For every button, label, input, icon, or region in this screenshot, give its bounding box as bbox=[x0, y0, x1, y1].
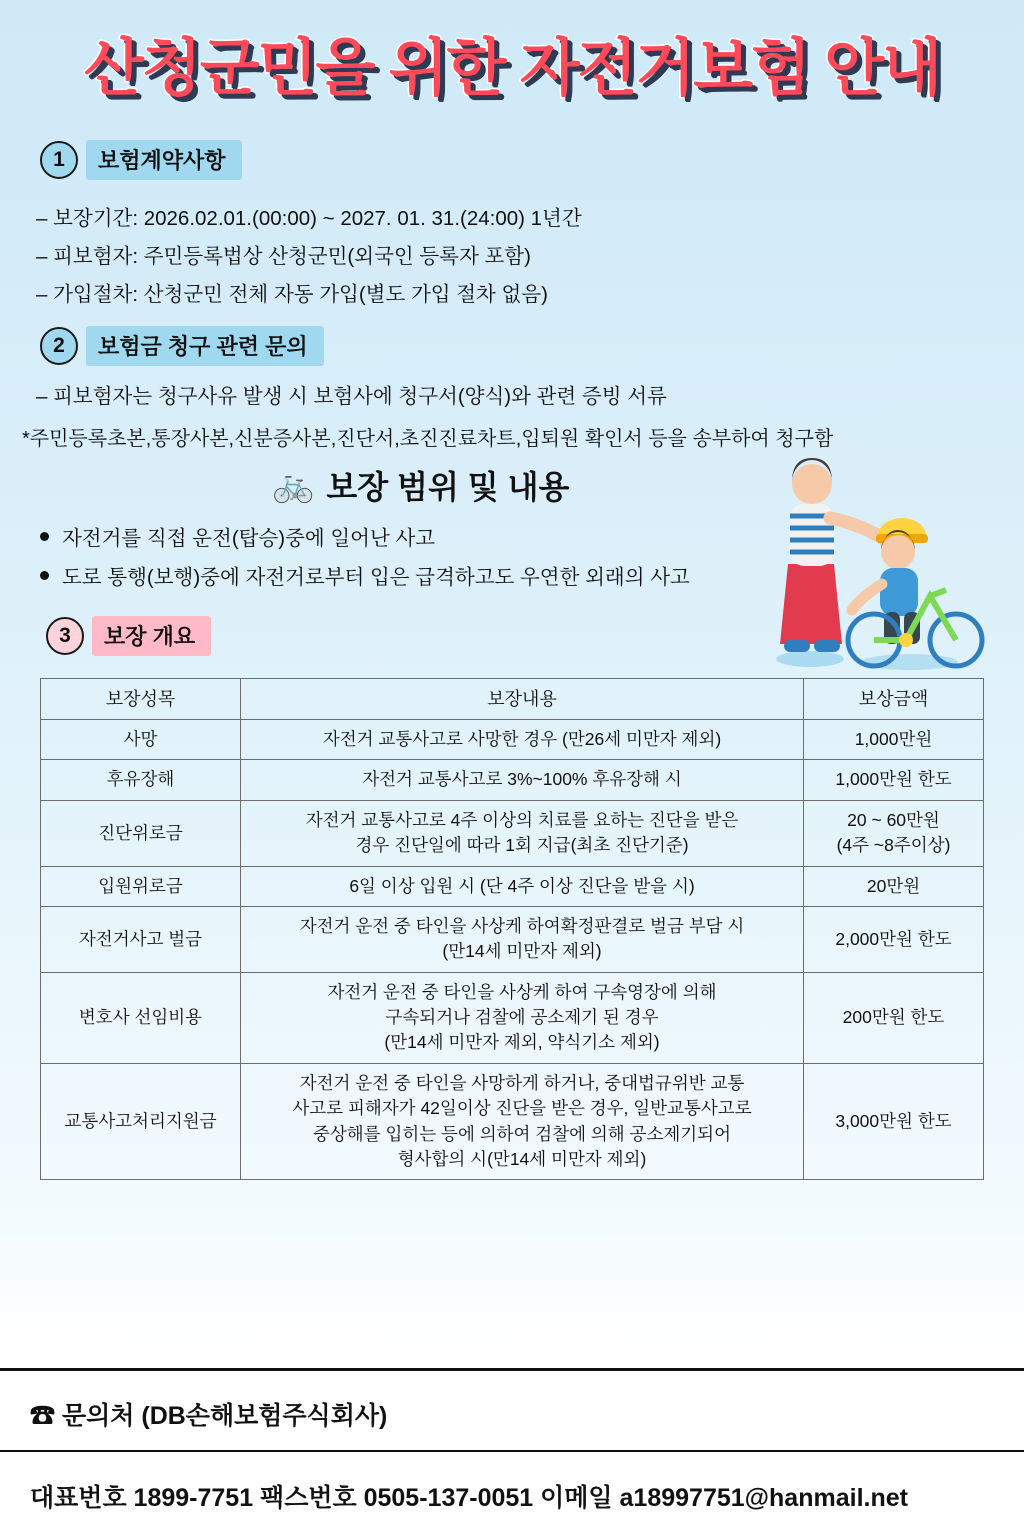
section-number-3: 3 bbox=[46, 617, 84, 655]
footer-contact-title-text: 문의처 (DB손해보험주식회사) bbox=[61, 1402, 388, 1430]
cell-coverage-name: 후유장해 bbox=[41, 760, 241, 800]
table-row bbox=[41, 800, 984, 866]
section-header-summary bbox=[46, 616, 211, 656]
col-header-name: 보장성목 bbox=[41, 679, 241, 720]
cell-coverage-name: 자전거사고 벌금 bbox=[41, 906, 241, 972]
col-header-detail: 보장내용 bbox=[241, 679, 804, 720]
claim-item: – 피보험자는 청구사유 발생 시 보험사에 청구서(양식)와 관련 증빙 서류 bbox=[36, 378, 667, 416]
cell-coverage-amount: 3,000만원 한도 bbox=[804, 1063, 984, 1180]
coverage-table bbox=[40, 678, 984, 1180]
footer-divider-top bbox=[0, 1368, 1024, 1371]
section-label-claim: 보험금 청구 관련 문의 bbox=[86, 326, 324, 366]
cell-coverage-detail: 자전거 운전 중 타인을 사상케 하여확정판결로 벌금 부담 시 (만14세 미만자 제외) bbox=[241, 906, 804, 972]
cell-coverage-amount: 1,000만원 bbox=[804, 720, 984, 760]
cell-coverage-amount: 20만원 bbox=[804, 866, 984, 906]
cell-coverage-detail: 자전거 교통사고로 사망한 경우 (만26세 미만자 제외) bbox=[241, 720, 804, 760]
table-body bbox=[41, 720, 984, 1180]
table-row bbox=[41, 866, 984, 906]
cell-coverage-amount: 1,000만원 한도 bbox=[804, 760, 984, 800]
scope-item: 도로 통행(보행)중에 자전거로부터 입은 급격하고도 우연한 외래의 사고 bbox=[36, 559, 690, 598]
cell-coverage-name: 교통사고처리지원금 bbox=[41, 1063, 241, 1180]
cell-coverage-detail: 자전거 교통사고로 3%~100% 후유장해 시 bbox=[241, 760, 804, 800]
claim-note: *주민등록초본,통장사본,신분증사본,진단서,초진진료차트,입퇴원 확인서 등을 송부하여 청구함 bbox=[22, 428, 834, 450]
section-header-contract bbox=[40, 140, 242, 180]
bicycle-icon: 🚲 bbox=[272, 466, 315, 504]
table-header-row bbox=[41, 679, 984, 720]
table-row bbox=[41, 760, 984, 800]
scope-heading bbox=[272, 462, 569, 508]
scope-heading-text: 보장 범위 및 내용 bbox=[326, 469, 570, 505]
cell-coverage-amount: 2,000만원 한도 bbox=[804, 906, 984, 972]
table-row bbox=[41, 720, 984, 760]
contract-item: – 가입절차: 산청군민 전체 자동 가입(별도 가입 절차 없음) bbox=[36, 276, 582, 314]
contract-items bbox=[36, 200, 582, 314]
cell-coverage-amount: 200만원 한도 bbox=[804, 972, 984, 1063]
cell-coverage-name: 입원위로금 bbox=[41, 866, 241, 906]
page-title: 산청군민을 위한 자전거보험 안내 bbox=[83, 34, 941, 103]
footer-divider-bottom bbox=[0, 1450, 1024, 1452]
section-label-summary: 보장 개요 bbox=[92, 616, 211, 656]
scope-item: 자전거를 직접 운전(탑승)중에 일어난 사고 bbox=[36, 520, 690, 559]
footer-contact-line: 대표번호 1899-7751 팩스번호 0505-137-0051 이메일 a18997751@hanmail.net bbox=[30, 1484, 908, 1512]
family-bicycle-illustration bbox=[770, 444, 1000, 674]
scope-items bbox=[36, 520, 690, 598]
cell-coverage-name: 진단위로금 bbox=[41, 800, 241, 866]
footer-contact-title bbox=[30, 1396, 387, 1432]
cell-coverage-name: 사망 bbox=[41, 720, 241, 760]
cell-coverage-amount: 20 ~ 60만원 (4주 ~8주이상) bbox=[804, 800, 984, 866]
cell-coverage-detail: 자전거 교통사고로 4주 이상의 치료를 요하는 진단을 받은 경우 진단일에 따라 1회 지급(최초 진단기준) bbox=[241, 800, 804, 866]
table-row bbox=[41, 1063, 984, 1180]
cell-coverage-name: 변호사 선임비용 bbox=[41, 972, 241, 1063]
contract-item: – 보장기간: 2026.02.01.(00:00) ~ 2027. 01. 31.(24:00) 1년간 bbox=[36, 200, 582, 238]
cell-coverage-detail: 자전거 운전 중 타인을 사상케 하여 구속영장에 의해 구속되거나 검찰에 공소제기 된 경우 (만14세 미만자 제외, 약식기소 제외) bbox=[241, 972, 804, 1063]
section-number-1: 1 bbox=[40, 141, 78, 179]
cell-coverage-detail: 자전거 운전 중 타인을 사망하게 하거나, 중대법규위반 교통 사고로 피해자가 42일이상 진단을 받은 경우, 일반교통사고로 중상해를 입히는 등에 의하여 검찰에 의해 공소제기되어 형사합의 시(만14세 미만자 제외) bbox=[241, 1063, 804, 1180]
section-header-claim bbox=[40, 326, 324, 366]
table-row bbox=[41, 972, 984, 1063]
col-header-amount: 보상금액 bbox=[804, 679, 984, 720]
table-row bbox=[41, 906, 984, 972]
contract-item: – 피보험자: 주민등록법상 산청군민(외국인 등록자 포함) bbox=[36, 238, 582, 276]
section-label-contract: 보험계약사항 bbox=[86, 140, 242, 180]
cell-coverage-detail: 6일 이상 입원 시 (단 4주 이상 진단을 받을 시) bbox=[241, 866, 804, 906]
claim-items bbox=[36, 378, 667, 416]
section-number-2: 2 bbox=[40, 327, 78, 365]
telephone-icon: ☎ bbox=[30, 1402, 56, 1430]
